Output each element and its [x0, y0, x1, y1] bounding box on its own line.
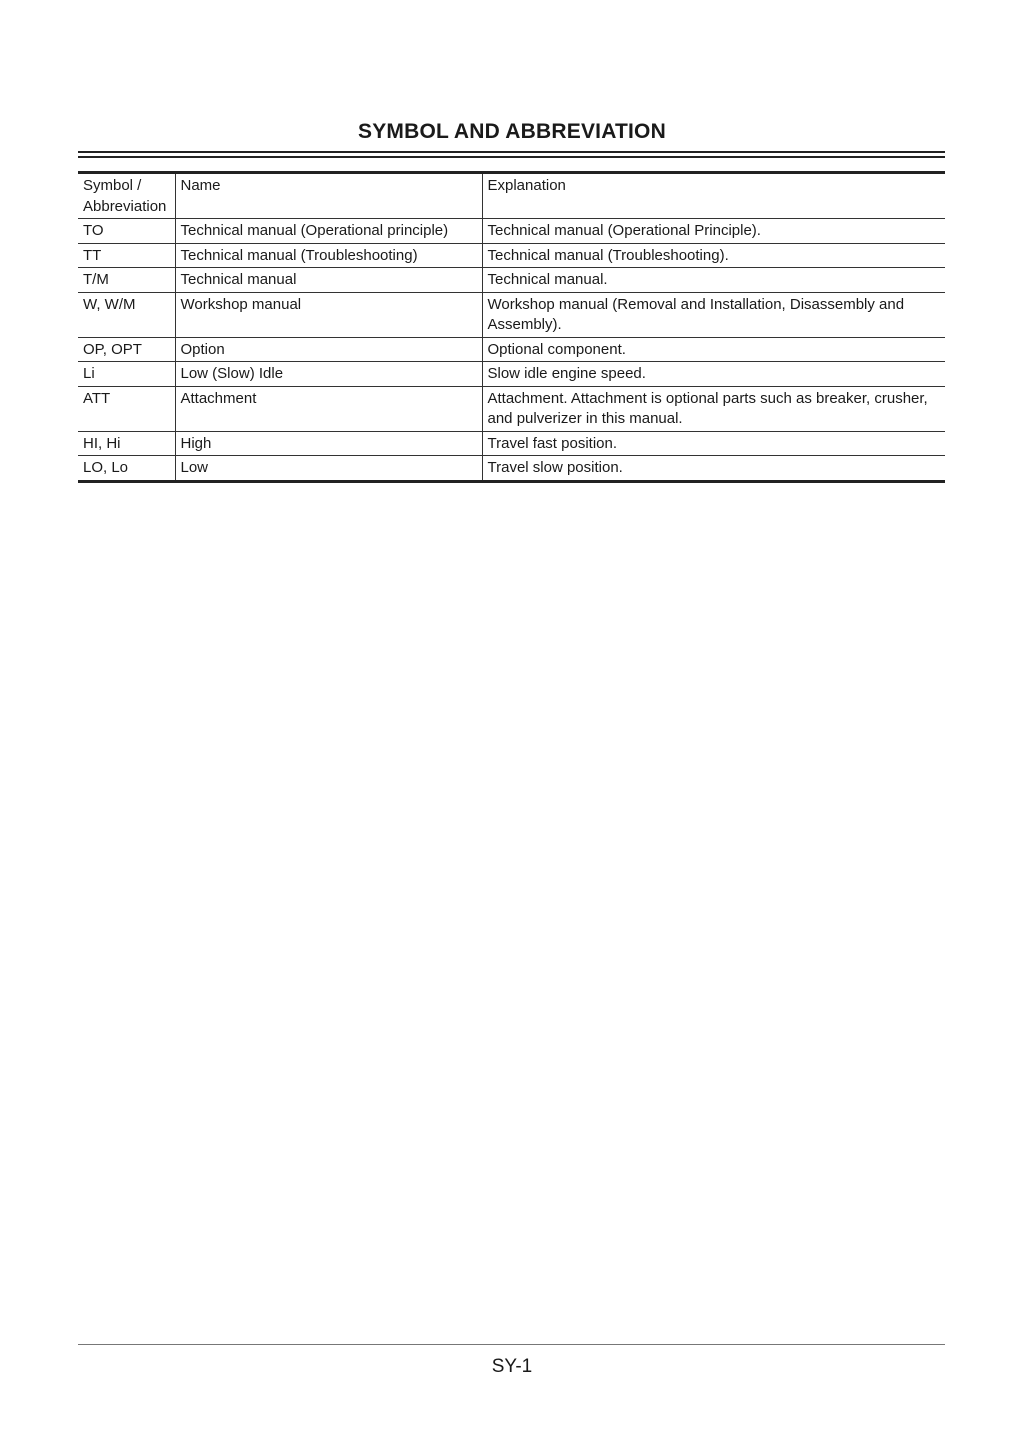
cell-explanation: Technical manual (Troubleshooting).: [482, 243, 945, 268]
cell-name: Low: [175, 456, 482, 482]
footer-rule: [78, 1344, 945, 1345]
table-row: [78, 456, 945, 482]
cell-explanation: Travel fast position.: [482, 431, 945, 456]
cell-symbol: ATT: [78, 386, 175, 431]
cell-symbol: LO, Lo: [78, 456, 175, 482]
cell-explanation: Attachment. Attachment is optional parts such as breaker, crusher, and pulverizer in this manual.: [482, 386, 945, 431]
table-row: [78, 243, 945, 268]
cell-name: Technical manual (Troubleshooting): [175, 243, 482, 268]
cell-symbol: W, W/M: [78, 292, 175, 337]
cell-explanation: Travel slow position.: [482, 456, 945, 482]
page-title: SYMBOL AND ABBREVIATION: [358, 120, 666, 143]
cell-name: Technical manual: [175, 268, 482, 293]
title-rule-top: [78, 151, 945, 153]
abbreviation-table: [78, 171, 945, 483]
table-row: [78, 386, 945, 431]
table-row: [78, 337, 945, 362]
cell-name: Low (Slow) Idle: [175, 362, 482, 387]
page-number: SY-1: [491, 1356, 533, 1377]
cell-name: Option: [175, 337, 482, 362]
cell-name: Workshop manual: [175, 292, 482, 337]
table-row: [78, 431, 945, 456]
cell-symbol: HI, Hi: [78, 431, 175, 456]
cell-explanation: Workshop manual (Removal and Installation, Disassembly and Assembly).: [482, 292, 945, 337]
cell-symbol: Li: [78, 362, 175, 387]
cell-explanation: Technical manual.: [482, 268, 945, 293]
table-header-row: [78, 173, 945, 219]
title-rule-bottom: [78, 156, 945, 158]
cell-name: Technical manual (Operational principle): [175, 219, 482, 244]
cell-name: Attachment: [175, 386, 482, 431]
cell-explanation: Slow idle engine speed.: [482, 362, 945, 387]
cell-symbol: T/M: [78, 268, 175, 293]
table-row: [78, 219, 945, 244]
header-symbol: Symbol / Abbreviation: [78, 173, 175, 219]
cell-explanation: Optional component.: [482, 337, 945, 362]
table-row: [78, 268, 945, 293]
header-explanation: Explanation: [482, 173, 945, 219]
cell-symbol: OP, OPT: [78, 337, 175, 362]
cell-name: High: [175, 431, 482, 456]
table-row: [78, 362, 945, 387]
cell-symbol: TO: [78, 219, 175, 244]
cell-explanation: Technical manual (Operational Principle).: [482, 219, 945, 244]
table-row: [78, 292, 945, 337]
header-name: Name: [175, 173, 482, 219]
cell-symbol: TT: [78, 243, 175, 268]
